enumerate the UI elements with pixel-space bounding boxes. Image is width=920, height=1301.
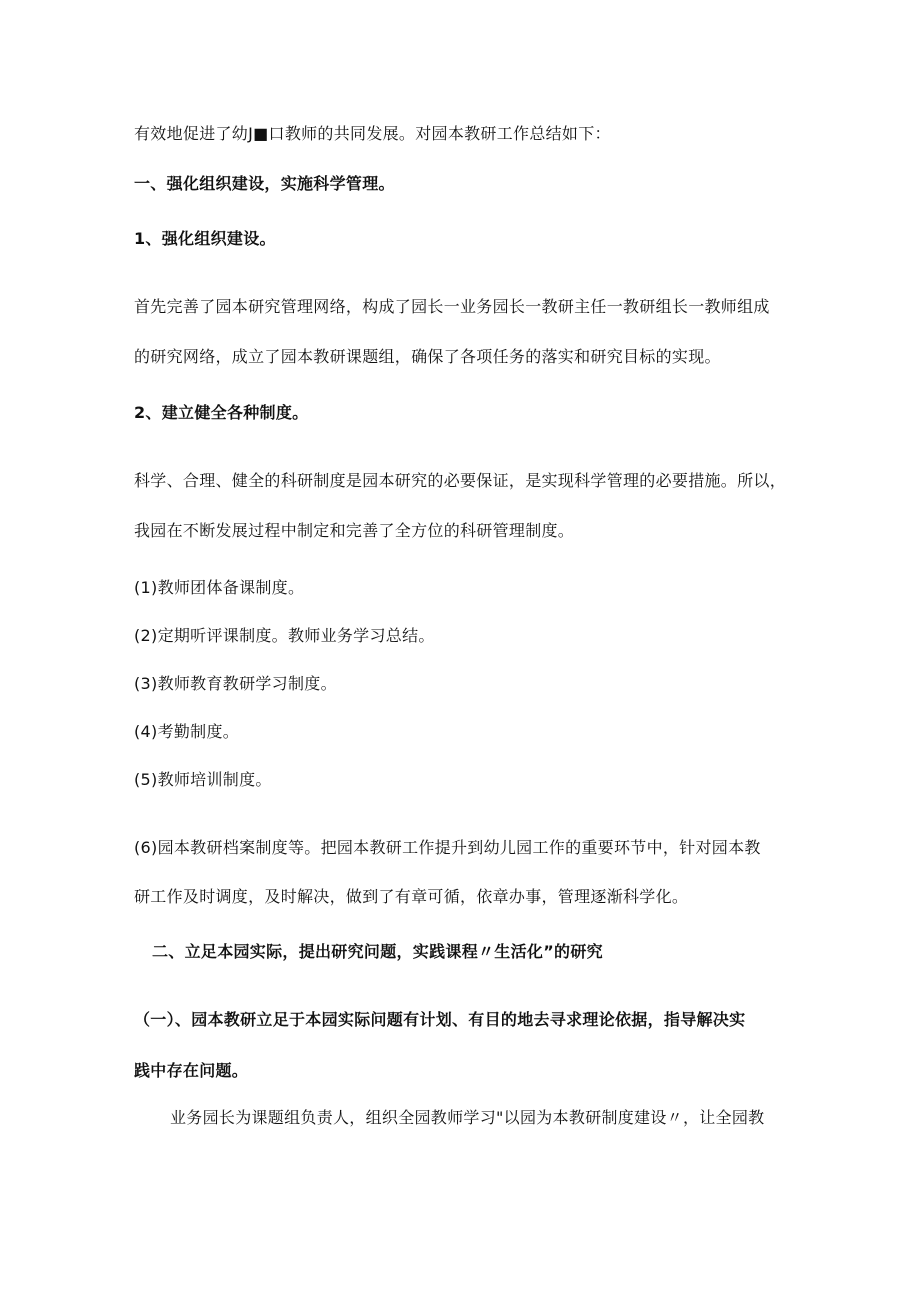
list-item: (4)考勤制度。 (134, 722, 240, 741)
paragraph-1-line-2: 的研究网络，成立了园本教研课题组，确保了各项任务的落实和研究目标的实现。 (134, 347, 721, 366)
section-heading-2: 二、立足本园实际，提出研究问题，实践课程〃生活化”的研究 (152, 942, 603, 961)
list-item: (1)教师团体备课制度。 (134, 578, 305, 597)
subsection-heading-1-1: 1、强化组织建设。 (134, 229, 276, 248)
list-item-6-line-1: (6)园本教研档案制度等。把园本教研工作提升到幼儿园工作的重要环节中，针对园本教 (134, 838, 761, 857)
list-item: (2)定期听评课制度。教师业务学习总结。 (134, 626, 435, 645)
list-item-6-line-2: 研工作及时调度，及时解决，做到了有章可循，依章办事，管理逐渐科学化。 (134, 887, 689, 906)
section-heading-1: 一、强化组织建设，实施科学管理。 (134, 174, 395, 193)
subsection-heading-1-2: 2、建立健全各种制度。 (134, 403, 309, 422)
intro-text: 有效地促进了幼J■口教师的共同发展。对园本教研工作总结如下： (134, 124, 611, 143)
subsection-heading-2-1-line-1: （一）、园本教研立足于本园实际问题有计划、有目的地去寻求理论依据，指导解决实 (134, 1010, 746, 1029)
list-item: (5)教师培训制度。 (134, 770, 272, 789)
paragraph-2-line-2: 我园在不断发展过程中制定和完善了全方位的科研管理制度。 (134, 521, 575, 540)
paragraph-3-line-1: 业务园长为课题组负责人，组织全园教师学习"以园为本教研制度建设〃，让全园教 (170, 1108, 765, 1127)
subsection-heading-2-1-line-2: 践中存在问题。 (134, 1061, 249, 1080)
paragraph-1-line-1: 首先完善了园本研究管理网络，构成了园长一业务园长一教研主任一教研组长一教师组成 (134, 297, 770, 316)
paragraph-2-line-1: 科学、合理、健全的科研制度是园本研究的必要保证，是实现科学管理的必要措施。所以， (134, 471, 787, 490)
list-item: (3)教师教育教研学习制度。 (134, 674, 337, 693)
